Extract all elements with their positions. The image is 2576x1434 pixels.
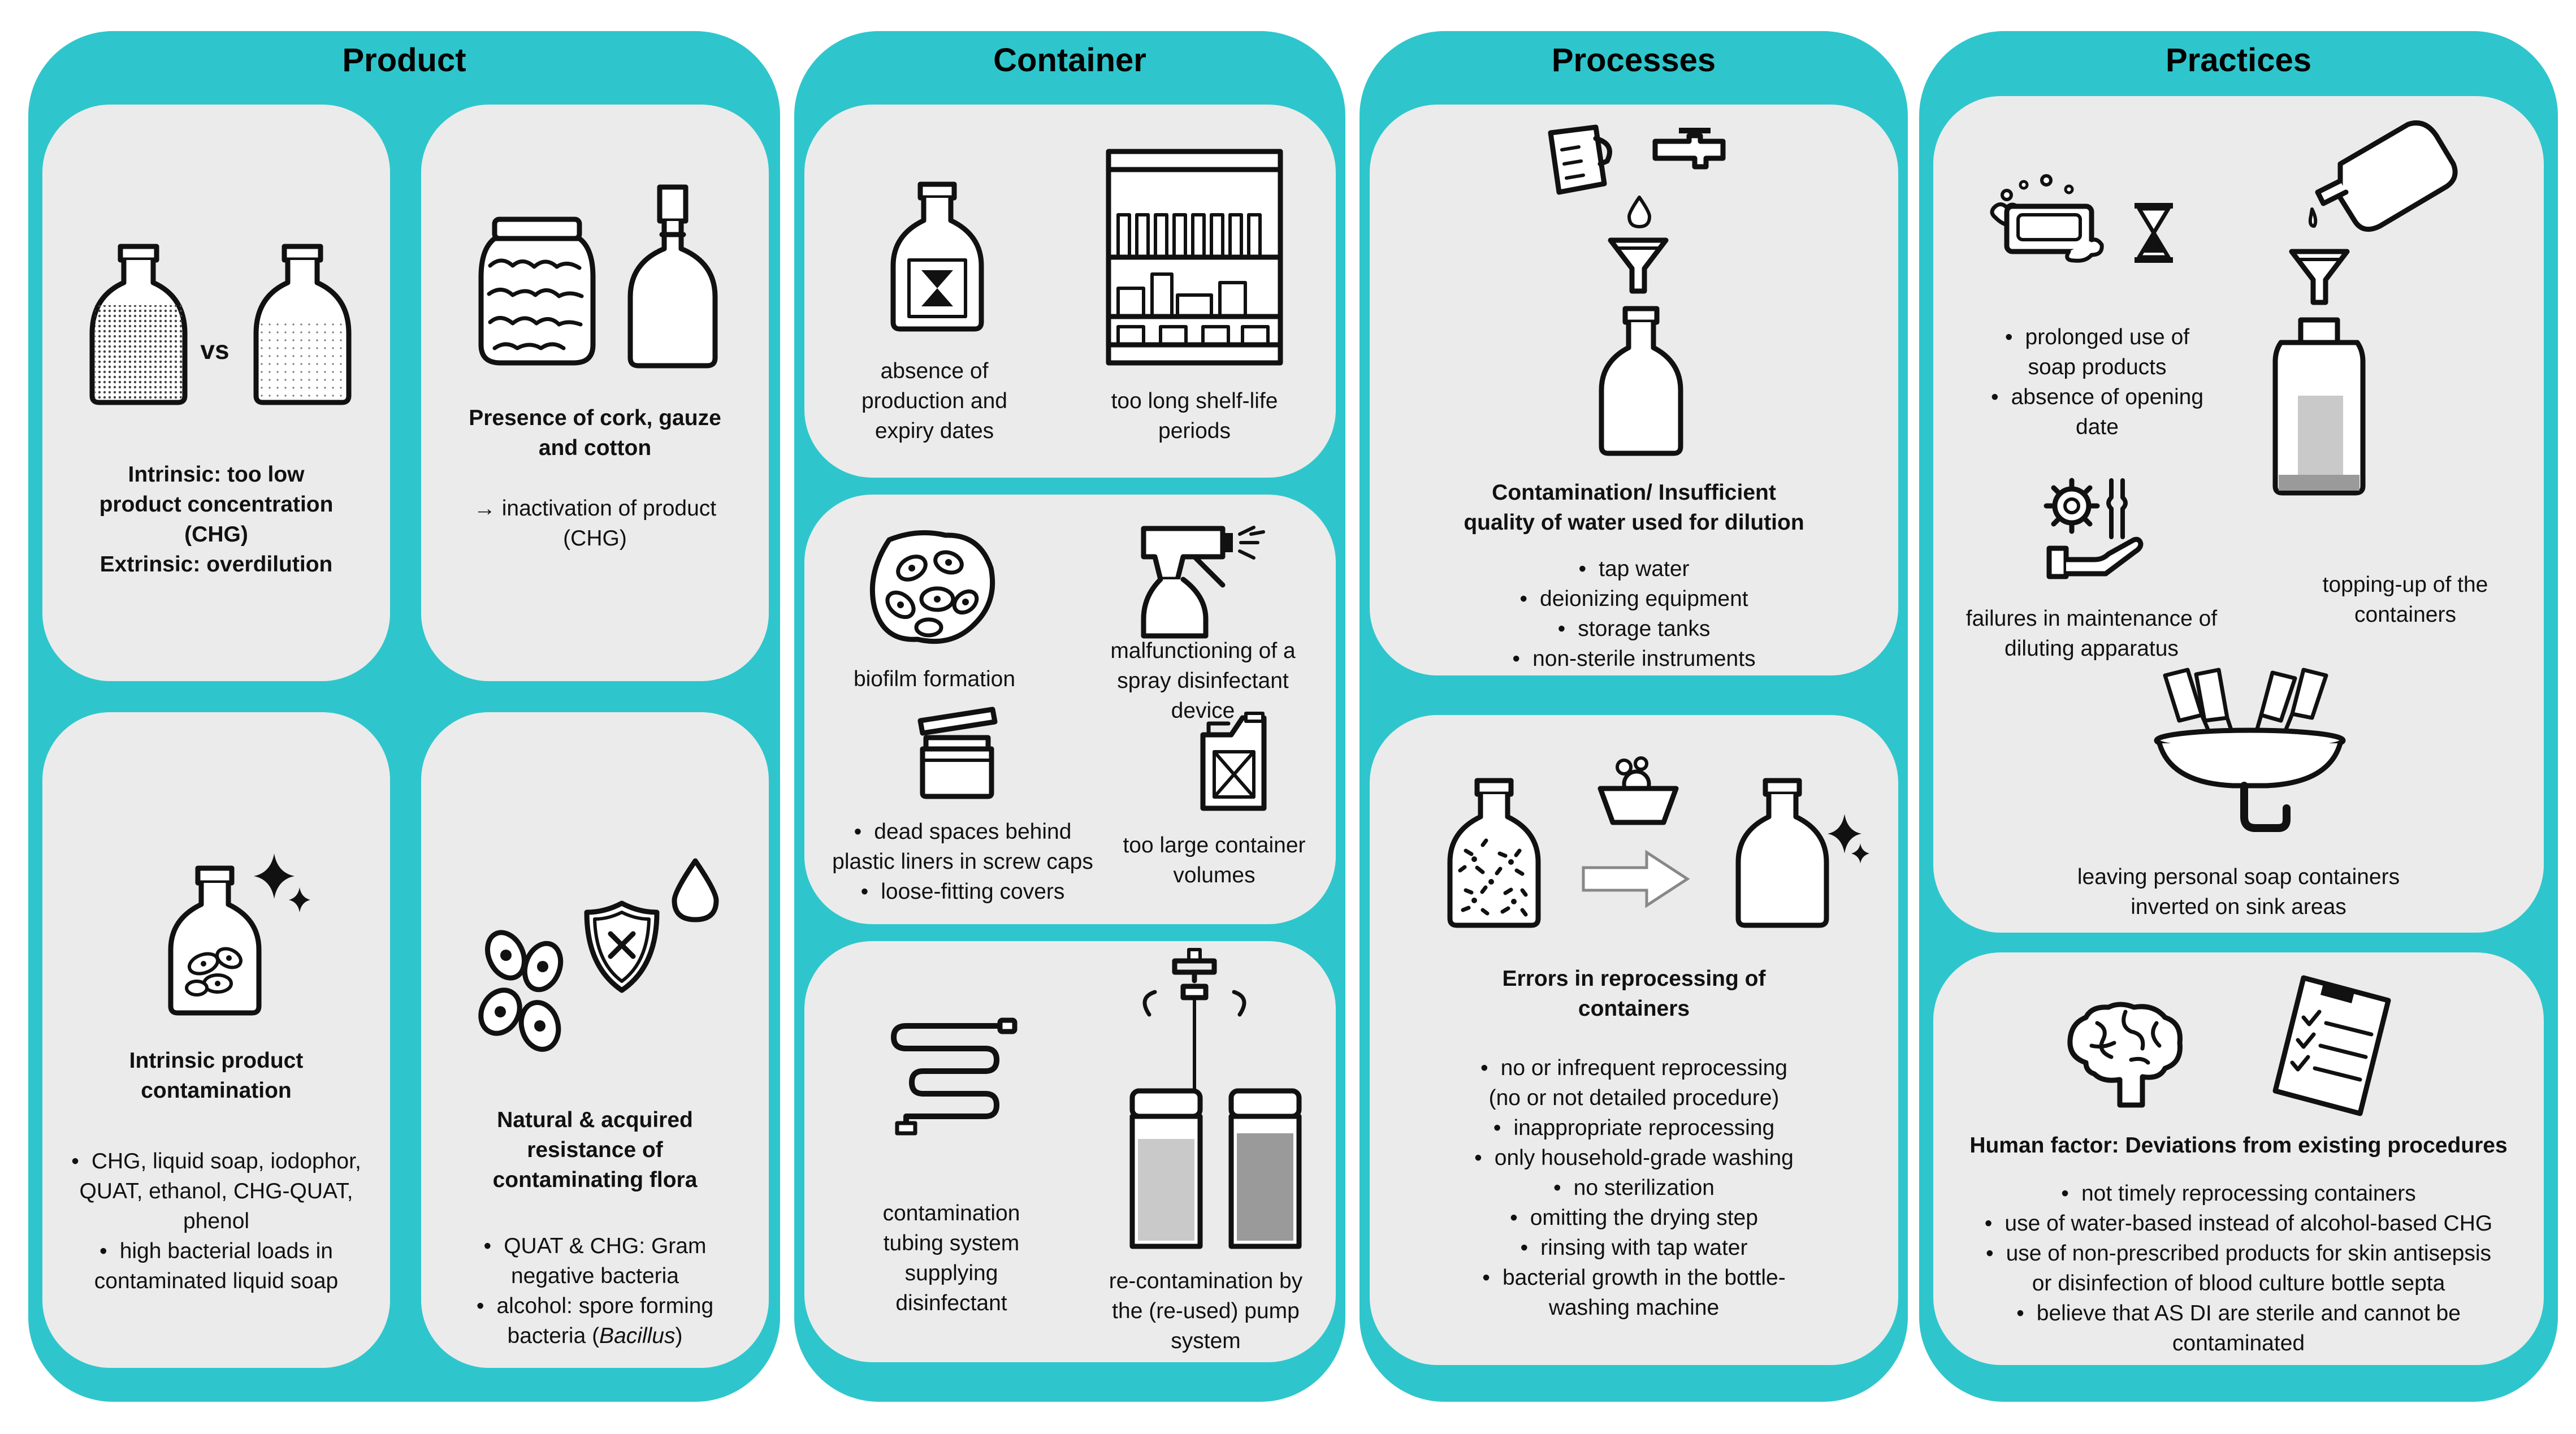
list-item: • storage tanks [1381, 614, 1887, 644]
soap-icon [1984, 172, 2109, 263]
biofilm-label: biofilm formation [853, 667, 1016, 691]
hourglass-icon [2131, 201, 2176, 266]
bottle-low-concentration-icon [88, 243, 189, 407]
card-resistance [421, 712, 769, 1368]
sparkle-icon [1822, 808, 1873, 870]
list-item: • loose-fitting covers [821, 877, 1104, 907]
funnel-icon [1607, 235, 1669, 297]
list-item: • absence of opening date [1962, 382, 2233, 442]
list-item: • tap water [1381, 554, 1887, 584]
dirty-bottle-icon [1443, 777, 1545, 930]
list-item: • high bacterial loads in contaminated liquid soap [54, 1236, 379, 1296]
practices-column-title: Practices [2166, 42, 2311, 79]
prolonged-list [1962, 322, 2233, 442]
resistance-title: Natural & acquired resistance of contaminating flora [492, 1108, 698, 1192]
maintenance-icon [2038, 475, 2145, 582]
list-item: • use of water-based instead of alcohol-based CHG [1945, 1208, 2532, 1238]
jerrycan-icon [1192, 712, 1276, 814]
list-item: • no or infrequent reprocessing (no or not detailed procedure) [1381, 1053, 1887, 1113]
list-item: • use of non-prescribed products for skin antisepsis or disinfection of blood culture bottle septa [1945, 1238, 2532, 1298]
container-column [794, 31, 1345, 1402]
list-item: • rinsing with tap water [1381, 1233, 1887, 1263]
maintenance-label: failures in maintenance of diluting apparatus [1965, 606, 2218, 661]
biofilm-icon [867, 528, 997, 647]
intrinsic-contamination-list [54, 1146, 379, 1296]
clean-bottle-icon [1731, 777, 1833, 930]
dates-label: absence of production and expiry dates [861, 359, 1008, 443]
arrow-right-icon [1579, 848, 1692, 910]
drop-icon [1627, 195, 1652, 229]
human-factor-list [1945, 1179, 2532, 1358]
water-list [1381, 554, 1887, 674]
container-column-title: Container [993, 42, 1146, 79]
contaminated-bottle-icon [164, 865, 266, 1017]
cork-title: Presence of cork, gauze and cotton [469, 406, 721, 460]
card-intrinsic-contamination [42, 712, 390, 1368]
tubing-icon [889, 1003, 1019, 1139]
measuring-cup-icon [1539, 122, 1618, 201]
list-item: • prolonged use of soap products [1962, 322, 2233, 382]
product-column-title: Product [342, 42, 466, 79]
wash-basin-icon [1596, 755, 1681, 828]
card-reprocessing [1370, 715, 1898, 1365]
product-column [28, 31, 780, 1402]
list-item: • omitting the drying step [1381, 1203, 1887, 1233]
list-item: • CHG, liquid soap, iodophor, QUAT, ethanol, CHG-QUAT, phenol [54, 1146, 379, 1236]
card-cork [421, 105, 769, 681]
spray-bottle-icon [1138, 517, 1279, 642]
human-factor-title: Human factor: Deviations from existing procedures [1969, 1133, 2508, 1158]
intrinsic-contamination-title: Intrinsic product contamination [129, 1049, 304, 1103]
cork-note: → inactivation of product (CHG) [473, 496, 717, 551]
processes-column-title: Processes [1551, 42, 1716, 79]
shelf-label: too long shelf-life periods [1111, 389, 1278, 443]
checklist-icon [2270, 972, 2400, 1119]
list-item: • inappropriate reprocessing [1381, 1113, 1887, 1143]
tubing-label: contamination tubing system supplying disinfectant [882, 1201, 1020, 1315]
shelf-icon [1104, 147, 1285, 367]
list-item: • believe that AS DI are sterile and cannot be contaminated [1945, 1298, 2532, 1358]
jar-cotton-icon [478, 215, 596, 367]
topping-label: topping-up of the containers [2322, 573, 2488, 627]
volume-label: too large container volumes [1123, 833, 1306, 887]
processes-column [1360, 31, 1908, 1402]
deadspace-list [821, 817, 1104, 907]
card-container-hardware [804, 495, 1336, 924]
bacteria-cluster-icon [475, 921, 577, 1063]
list-item: • dead spaces behind plastic liners in screw caps [821, 817, 1104, 877]
pump-dispenser-icon [1104, 947, 1308, 1263]
reprocessing-title: Errors in reprocessing of containers [1502, 967, 1766, 1021]
funnel-icon [2288, 246, 2350, 308]
screw-cap-jar-icon [915, 698, 999, 800]
tap-icon [1649, 124, 1729, 187]
bottle-diluted-icon [252, 243, 353, 407]
bottle-icon [1596, 305, 1686, 458]
list-item: • no sterilization [1381, 1173, 1887, 1203]
card-concentration [42, 105, 390, 681]
hourglass-bottle-icon [886, 181, 988, 333]
concentration-title: Intrinsic: too low product concentration (CHG) Extrinsic: overdilution [99, 462, 334, 577]
sparkle-icon [252, 848, 314, 921]
shield-x-icon [582, 899, 661, 995]
card-practices [1933, 96, 2544, 933]
card-container-dates [804, 105, 1336, 478]
vs-label: vs [200, 335, 230, 365]
list-item: • bacterial growth in the bottle- washing machine [1381, 1263, 1887, 1323]
list-item: • non-sterile instruments [1381, 644, 1887, 674]
card-water [1370, 105, 1898, 675]
sink-icon [2148, 664, 2352, 834]
water-title: Contamination/ Insufficient quality of water used for dilution [1464, 480, 1804, 535]
pump-label: re-contamination by the (re-used) pump system [1109, 1269, 1303, 1353]
resistance-list [432, 1231, 757, 1351]
list-item: • QUAT & CHG: Gram negative bacteria [432, 1231, 757, 1291]
refill-bottle-icon [2270, 317, 2369, 497]
brain-icon [2063, 1000, 2188, 1108]
list-item: • only household-grade washing [1381, 1143, 1887, 1173]
cork-bottle-icon [625, 184, 721, 370]
list-item: • alcohol: spore forming bacteria (Bacillus) [432, 1291, 757, 1351]
drop-icon [670, 856, 721, 924]
list-item: • deionizing equipment [1381, 584, 1887, 614]
reprocessing-list [1381, 1053, 1887, 1323]
card-human-factor [1933, 952, 2544, 1365]
card-container-pumps [804, 941, 1336, 1362]
pouring-bottle-icon [2301, 113, 2459, 249]
practices-column [1919, 31, 2558, 1402]
inverted-label: leaving personal soap containers inverted on sink areas [2077, 865, 2400, 919]
list-item: • not timely reprocessing containers [1945, 1179, 2532, 1208]
spray-label: malfunctioning of a spray disinfectant device [1110, 639, 1296, 723]
